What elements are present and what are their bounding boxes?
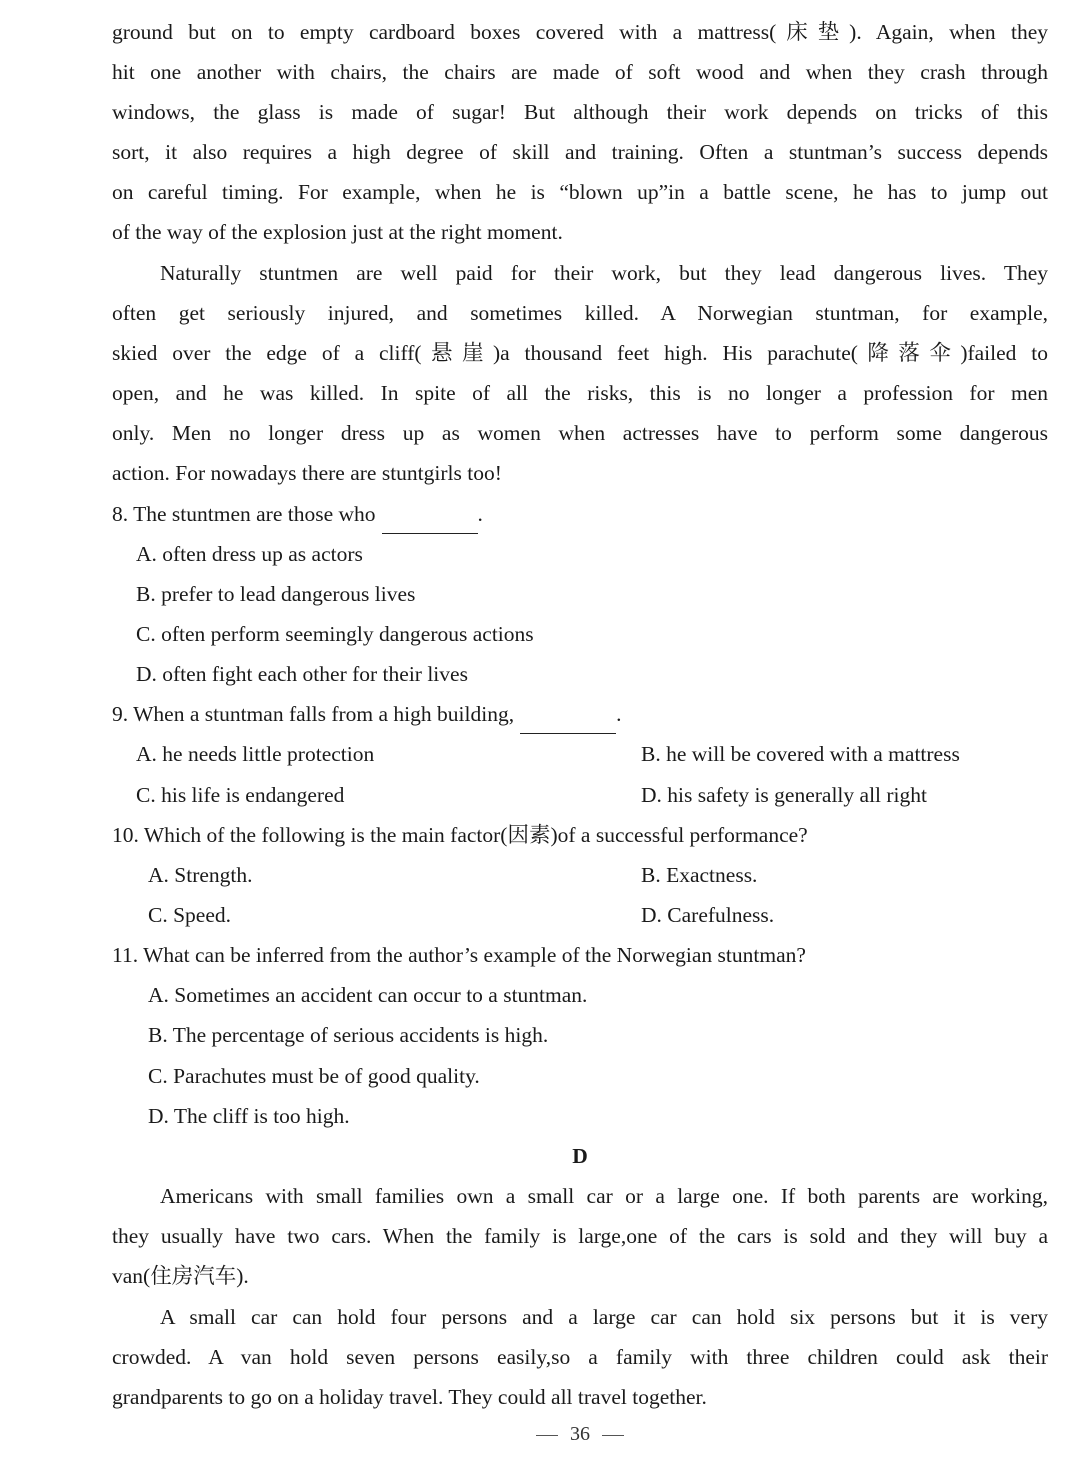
question-8-stem: 8. The stuntmen are those who . (112, 494, 483, 534)
page-number: 36 (570, 1423, 590, 1445)
footer-dash-right (602, 1435, 624, 1436)
option-c: C. his life is endangered (136, 783, 345, 807)
paragraph-line: on careful timing. For example, when he is “blown up”in a battle scene, he has to jump out (112, 180, 1048, 204)
option-a: A. Strength. (148, 863, 253, 887)
paragraph-line: sort, it also requires a high degree of skill and training. Often a stuntman’s success depends (112, 140, 1048, 164)
answer-blank (382, 507, 478, 534)
paragraph-line: van(住房汽车). (112, 1264, 249, 1288)
paragraph-line: action. For nowadays there are stuntgirls too! (112, 461, 502, 485)
paragraph-line: Naturally stuntmen are well paid for their work, but they lead dangerous lives. They (160, 261, 1048, 285)
footer-dash-left (536, 1435, 558, 1436)
question-11-stem: 11. What can be inferred from the author’s example of the Norwegian stuntman? (112, 943, 806, 967)
option-b: B. he will be covered with a mattress (641, 742, 960, 766)
option-c: C. Speed. (148, 903, 232, 927)
paragraph-line: skied over the edge of a cliff(悬崖)a thousand feet high. His parachute(降落伞)failed to (112, 341, 1048, 365)
option-d: D. his safety is generally all right (641, 783, 927, 807)
option-c: C. often perform seemingly dangerous actions (136, 622, 534, 646)
paragraph-line: crowded. A van hold seven persons easily,so a family with three children could ask their (112, 1345, 1048, 1369)
paragraph-line: hit one another with chairs, the chairs are made of soft wood and when they crash through (112, 60, 1048, 84)
option-b: B. prefer to lead dangerous lives (136, 582, 416, 606)
paragraph-line: only. Men no longer dress up as women when actresses have to perform some dangerous (112, 421, 1048, 445)
option-d: D. Carefulness. (641, 903, 775, 927)
paragraph-line: often get seriously injured, and sometimes killed. A Norwegian stuntman, for example, (112, 301, 1048, 325)
question-10-stem: 10. Which of the following is the main factor(因素)of a successful performance? (112, 823, 808, 847)
paragraph-line: A small car can hold four persons and a large car can hold six persons but it is very (160, 1305, 1048, 1329)
paragraph-line: windows, the glass is made of sugar! But although their work depends on tricks of this (112, 100, 1048, 124)
answer-blank (520, 707, 616, 734)
paragraph-line: they usually have two cars. When the family is large,one of the cars is sold and they will buy a (112, 1224, 1048, 1248)
page-footer (0, 1416, 1068, 1452)
question-9-stem: 9. When a stuntman falls from a high building, . (112, 694, 621, 734)
option-d: D. The cliff is too high. (148, 1104, 350, 1128)
paragraph-line: Americans with small families own a small car or a large one. If both parents are working, (160, 1184, 1048, 1208)
paragraph-line: grandparents to go on a holiday travel. They could all travel together. (112, 1385, 707, 1409)
option-a: A. he needs little protection (136, 742, 375, 766)
option-b: B. The percentage of serious accidents is high. (148, 1023, 549, 1047)
option-d: D. often fight each other for their lives (136, 662, 468, 686)
section-heading: D (572, 1144, 588, 1168)
paragraph-line: ground but on to empty cardboard boxes covered with a mattress(床垫). Again, when they (112, 20, 1048, 44)
paragraph-line: of the way of the explosion just at the right moment. (112, 220, 563, 244)
option-a: A. often dress up as actors (136, 542, 363, 566)
paragraph-line: open, and he was killed. In spite of all the risks, this is no longer a profession for men (112, 381, 1048, 405)
option-a: A. Sometimes an accident can occur to a stuntman. (148, 983, 588, 1007)
option-c: C. Parachutes must be of good quality. (148, 1064, 480, 1088)
option-b: B. Exactness. (641, 863, 758, 887)
